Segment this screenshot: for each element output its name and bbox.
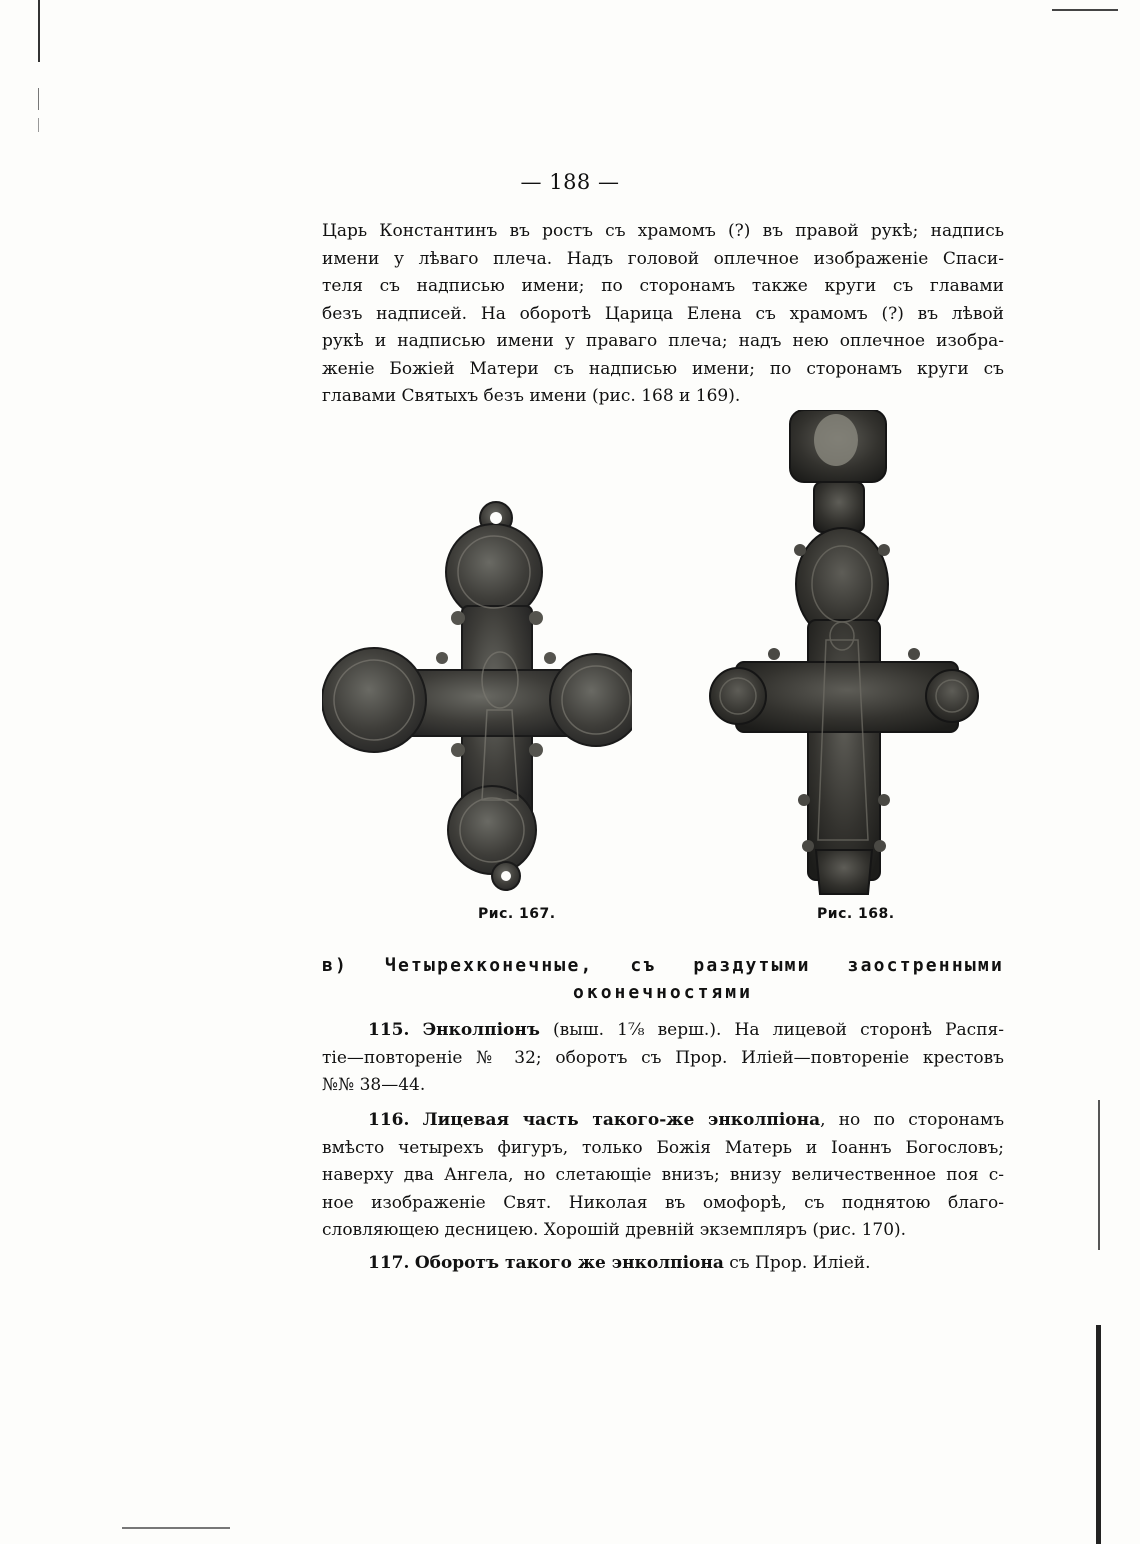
section-heading [322,952,1004,1006]
entry-116 [322,1107,1004,1245]
scan-edge-mark [1052,9,1118,11]
cross-encolpion-icon [708,410,990,898]
scan-edge-mark [38,88,39,110]
text-line: теля съ надписью имени; по сторонамъ также круги съ главами [322,276,1004,296]
scan-edge-mark [38,118,39,132]
text-line: рукѣ и надписью имени у праваго плеча; надъ нею оплечное изобра- [322,331,1004,351]
figure-caption: Рис. 168. [817,906,895,922]
scan-edge-mark [1096,1325,1101,1544]
text-line: Царь Константинъ въ ростъ съ храмомъ (?) въ правой рукѣ; надпись [322,221,1004,241]
text-line: вмѣсто четырехъ фигуръ, только Божія Матерь и Іоаннъ Богословъ; [322,1137,1004,1158]
entry-title: Энколпіонъ [422,1020,540,1040]
text-line: главами Святыхъ безъ имени (рис. 168 и 169). [322,386,741,406]
section-heading-line: оконечностями [573,982,753,1003]
text-line: безъ надписей. На оборотѣ Царица Елена съ храмомъ (?) въ лѣвой [322,303,1004,324]
text-line [322,1250,1004,1278]
entry-title: Лицевая часть такого-же энколпіона [422,1110,821,1130]
scan-edge-mark [122,1527,230,1529]
entry-115 [322,1017,1004,1100]
figure-167 [322,500,632,892]
intro-paragraph [322,218,1004,411]
entry-text: (выш. 1⅞ верш.). На лицевой сторонѣ Распя- [539,1020,1004,1040]
entry-number: 115. [368,1020,410,1040]
figure-168 [708,410,990,898]
text-line: имени у лѣваго плеча. Надъ головой оплечное изображеніе Спаси- [322,248,1004,269]
entry-number: 117. [368,1253,410,1273]
entry-text: , но по сторонамъ [820,1110,1005,1130]
entry-number: 116. [368,1110,410,1130]
scan-edge-mark [1098,1100,1100,1250]
text-line: тіе—повтореніе № 32; оборотъ съ Прор. Иліей—повтореніе крестовъ [322,1047,1004,1068]
section-heading-line: в) Четырехконечные, съ раздутыми заостренными [322,955,1004,976]
text-line: №№ 38—44. [322,1075,426,1095]
text-line: ное изображеніе Свят. Николая въ омофорѣ, съ поднятою благо- [322,1192,1004,1213]
figure-caption: Рис. 167. [478,906,556,922]
cross-encolpion-icon [322,500,632,892]
text-line [322,1107,1004,1135]
page-number: — 188 — [520,170,620,194]
text-line: женіе Божіей Матери съ надписью имени; по сторонамъ круги съ [322,358,1004,379]
text-line [322,1017,1004,1045]
text-line: наверху два Ангела, но слетающіе внизъ; внизу величественное поя с- [322,1165,1004,1185]
entry-117 [322,1250,1004,1278]
text-line: словляющею десницею. Хорошій древній экземпляръ (рис. 170). [322,1220,907,1240]
entry-title: Оборотъ такого же энколпіона [414,1253,724,1273]
scan-edge-mark [38,0,40,62]
entry-text: съ Прор. Иліей. [723,1253,871,1273]
